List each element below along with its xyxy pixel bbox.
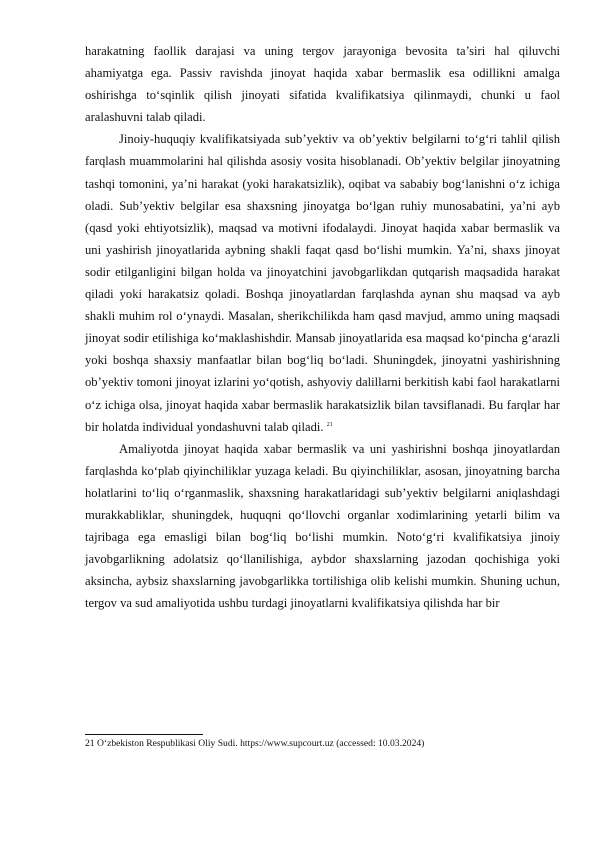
footnote: 21 O‘zbekiston Respublikasi Oliy Sudi. https://www.supcourt.uz (accessed: 10.03.2024) [85, 738, 425, 749]
footnote-separator [85, 734, 203, 735]
paragraph-1: harakatning faollik darajasi va uning tergov jarayoniga bevosita ta’siri hal qiluvchi ahamiyatga ega. Passiv ravishda jinoyat haqida xabar bermaslik esa odillikni amalga oshirishga to‘sqinlik qilish jinoyati sifatida kvalifikatsiya qilinmaydi, chunki u faol aralashuvni talab qiladi. [85, 44, 560, 125]
paragraph-3: Amaliyotda jinoyat haqida xabar bermaslik va uni yashirishni boshqa jinoyatlardan farqlashda ko‘plab qiyinchiliklar yuzaga keladi. Bu qiyinchiliklar, asosan, jinoyatning barcha holatlarini to‘liq o‘rganmaslik, shaxsning harakatlaridagi sub’yektiv belgilarni aniqlashdagi murakkabliklar, shuningdek, huquqni qo‘llovchi organlar xodimlarining yetarli bilim va tajribaga ega emasligi bilan bog‘liq bo‘lishi mumkin. Noto‘g‘ri kvalifikatsiya jinoiy javobgarlikning adolatsiz qo‘llanilishiga, aybdor shaxslarning jazodan qochishiga yoki aksincha, aybsiz shaxslarning javobgarlikka tortilishiga olib kelishi mumkin. Shuning uchun, tergov va sud amaliyotida ushbu turdagi jinoyatlarni kvalifikatsiya qilishda har bir [85, 441, 560, 611]
footnote-reference[interactable]: 21 [326, 421, 333, 428]
paragraph-2-text: Jinoiy-huquqiy kvalifikatsiyada sub’yektiv va ob’yektiv belgilarni to‘g‘ri tahlil qilish farqlash muammolarini hal qilishda asosiy vosita hisoblanadi. Ob’yektiv belgilar jinoyatning tashqi tomonini, ya’ni harakat (yoki harakatsizlik), oqibat va sababiy bog‘lanishni o‘z ichiga oladi. Sub’yektiv belgilar esa shaxsning jinoyatga bo‘lgan ruhiy munosabatini, ya’ni ayb (qasd yoki ehtiyotsizlik), maqsad va motivni ifodalaydi. Jinoyat haqida xabar bermaslik va uni yashirish jinoyatlarida aybning shakli faqat qasd bo‘lishi mumkin. Ya’ni, shaxs jinoyat sodir etilganligini bilgan holda va jinoyatchini javobgarlikdan qutqarish maqsadida harakat qiladi yoki harakatsiz qoladi. Boshqa jinoyatlardan farqlashda aynan shu maqsad va ayb shakli muhim rol o‘ynaydi. Masalan, sherikchilikda ham qasd mavjud, ammo uning maqsadi jinoyat sodir etilishiga ko‘maklashishdir. Mansab jinoyatlarida esa maqsad ko‘pincha g‘arazli yoki boshqa shaxsiy manfaatlar bilan bog‘liq bo‘ladi. Shuningdek, jinoyatni yashirishning ob’yektiv tomoni jinoyat izlarini yo‘qotish, ashyoviy dalillarni berkitish kabi faol harakatlarni o‘z ichiga olsa, jinoyat haqida xabar bermaslik harakatsizlik bilan tavsiflanadi. Bu farqlar har bir holatda individual yondashuvni talab qiladi. [85, 132, 560, 434]
document-body [85, 40, 560, 614]
paragraph-2 [85, 128, 560, 437]
